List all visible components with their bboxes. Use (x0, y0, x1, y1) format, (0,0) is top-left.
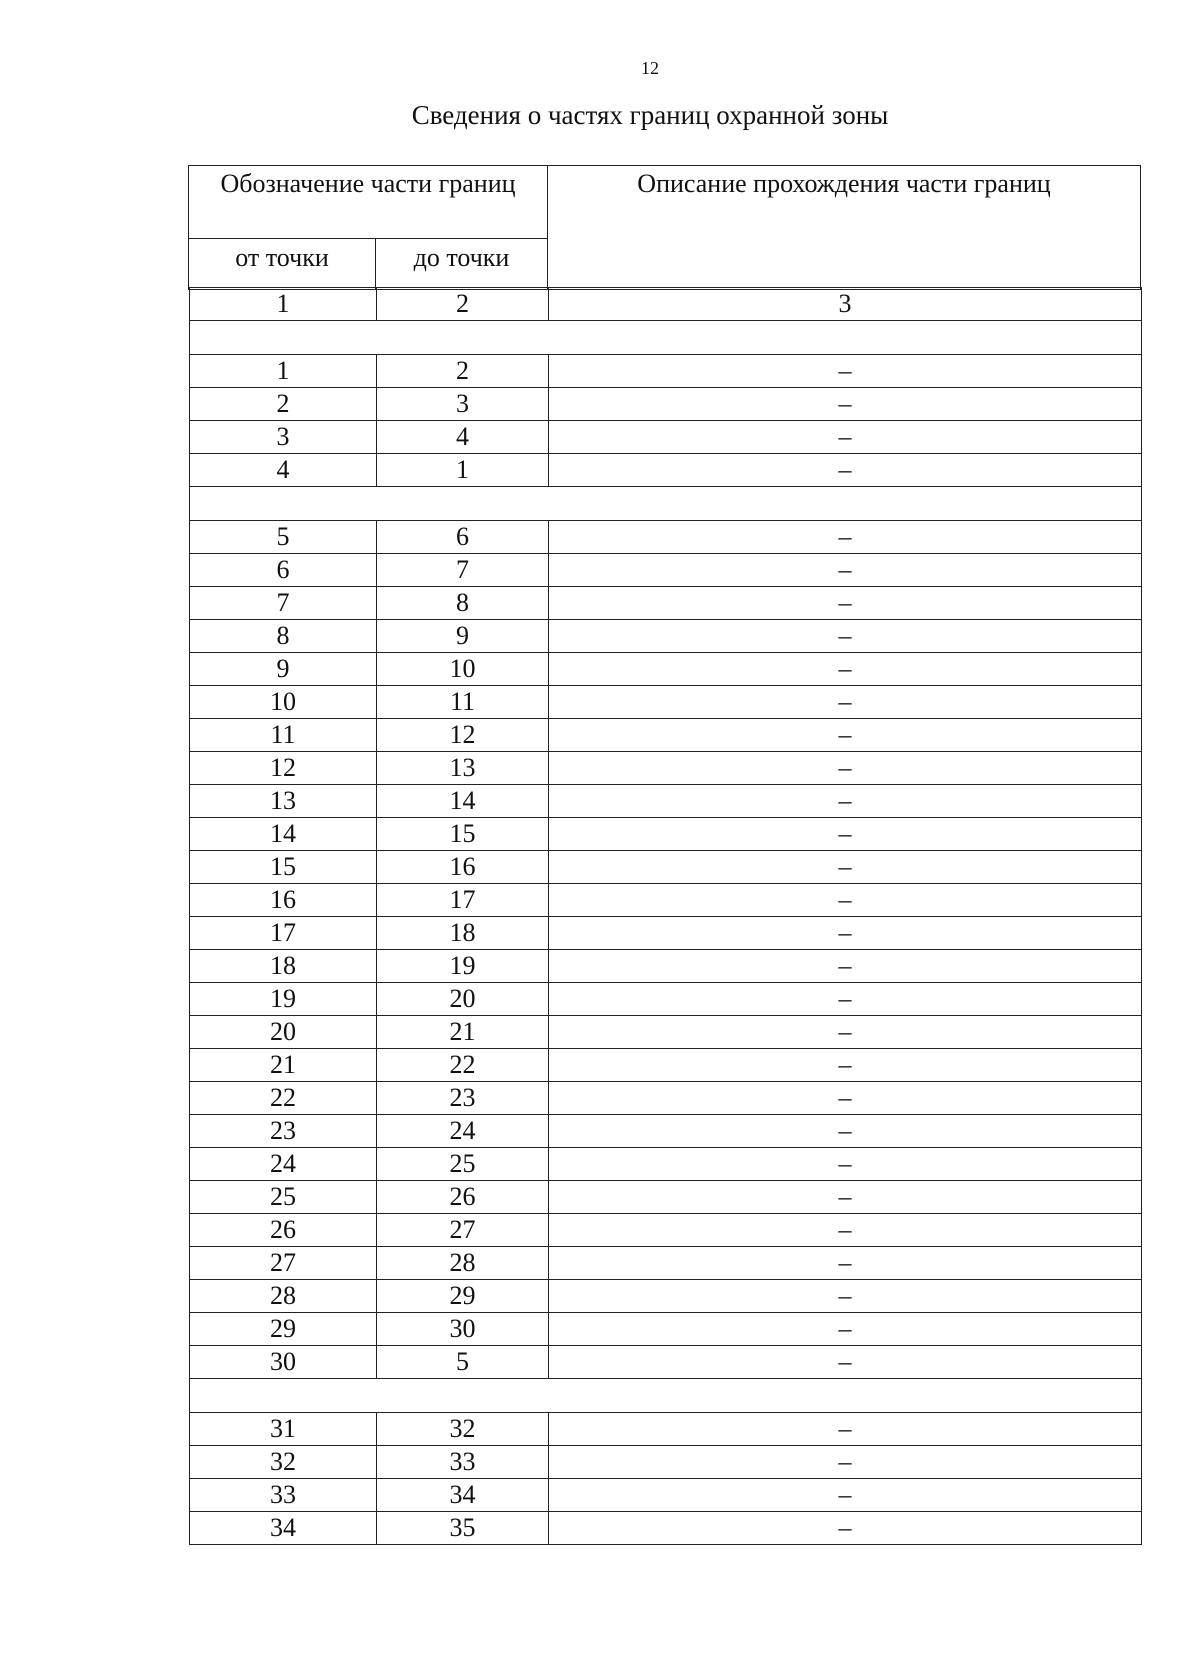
description-cell: – (549, 884, 1142, 917)
table-row (190, 1313, 1142, 1346)
to-point-cell: 6 (377, 521, 549, 554)
description-cell: – (549, 587, 1142, 620)
document-title: Сведения о частях границ охранной зоны (411, 100, 889, 130)
table-row (190, 1413, 1142, 1446)
from-point-cell: 2 (190, 388, 377, 421)
from-point-header: от точки (189, 239, 376, 290)
to-point-cell: 26 (377, 1181, 549, 1214)
boundary-table-header (188, 165, 1141, 290)
to-point-cell: 17 (377, 884, 549, 917)
description-cell: – (549, 1280, 1142, 1313)
description-cell: – (549, 1479, 1142, 1512)
description-cell: – (549, 1016, 1142, 1049)
table-row (190, 1148, 1142, 1181)
from-point-cell: 28 (190, 1280, 377, 1313)
to-point-cell: 19 (377, 950, 549, 983)
from-point-cell: 24 (190, 1148, 377, 1181)
description-cell: – (549, 752, 1142, 785)
description-cell: – (549, 686, 1142, 719)
to-point-cell: 4 (377, 421, 549, 454)
description-cell: – (549, 454, 1142, 487)
boundary-table-body (190, 288, 1142, 1545)
description-cell: – (549, 388, 1142, 421)
description-cell: – (549, 983, 1142, 1016)
description-cell: – (549, 950, 1142, 983)
description-cell: – (549, 653, 1142, 686)
from-point-cell: 25 (190, 1181, 377, 1214)
description-cell: – (549, 785, 1142, 818)
description-cell: – (549, 1181, 1142, 1214)
description-cell: – (549, 851, 1142, 884)
from-point-cell: 7 (190, 587, 377, 620)
table-row (190, 454, 1142, 487)
column-number: 2 (377, 288, 549, 321)
to-point-cell: 16 (377, 851, 549, 884)
from-point-cell: 9 (190, 653, 377, 686)
from-point-cell: 20 (190, 1016, 377, 1049)
from-point-cell: 21 (190, 1049, 377, 1082)
to-point-cell: 30 (377, 1313, 549, 1346)
description-cell: – (549, 1049, 1142, 1082)
table-row (190, 818, 1142, 851)
table-row (190, 554, 1142, 587)
to-point-cell: 35 (377, 1512, 549, 1545)
table-row (190, 1082, 1142, 1115)
to-point-cell: 9 (377, 620, 549, 653)
to-point-cell: 34 (377, 1479, 549, 1512)
to-point-cell: 21 (377, 1016, 549, 1049)
to-point-cell: 22 (377, 1049, 549, 1082)
column-number: 1 (190, 288, 377, 321)
section-label (190, 321, 1142, 355)
table-row (190, 917, 1142, 950)
from-point-cell: 6 (190, 554, 377, 587)
table-row (190, 1247, 1142, 1280)
page-number: 12 (641, 58, 659, 78)
from-point-cell: 8 (190, 620, 377, 653)
description-cell: – (549, 1148, 1142, 1181)
from-point-cell: 16 (190, 884, 377, 917)
section-label (190, 1379, 1142, 1413)
table-row (190, 355, 1142, 388)
from-point-cell: 34 (190, 1512, 377, 1545)
section-label (190, 487, 1142, 521)
from-point-cell: 4 (190, 454, 377, 487)
to-point-cell: 32 (377, 1413, 549, 1446)
table-row (190, 620, 1142, 653)
to-point-cell: 8 (377, 587, 549, 620)
to-point-header: до точки (376, 239, 548, 290)
table-row (190, 1214, 1142, 1247)
to-point-cell: 13 (377, 752, 549, 785)
column-number: 3 (549, 288, 1142, 321)
table-row (190, 752, 1142, 785)
from-point-cell: 27 (190, 1247, 377, 1280)
to-point-cell: 27 (377, 1214, 549, 1247)
from-point-cell: 5 (190, 521, 377, 554)
to-point-cell: 23 (377, 1082, 549, 1115)
table-row (190, 851, 1142, 884)
to-point-cell: 11 (377, 686, 549, 719)
to-point-cell: 25 (377, 1148, 549, 1181)
description-cell: – (549, 818, 1142, 851)
table-row (190, 686, 1142, 719)
to-point-cell: 28 (377, 1247, 549, 1280)
from-point-cell: 10 (190, 686, 377, 719)
description-cell: – (549, 355, 1142, 388)
to-point-cell: 12 (377, 719, 549, 752)
to-point-cell: 14 (377, 785, 549, 818)
description-cell: – (549, 421, 1142, 454)
to-point-cell: 7 (377, 554, 549, 587)
from-point-cell: 22 (190, 1082, 377, 1115)
table-row (190, 1181, 1142, 1214)
from-point-cell: 14 (190, 818, 377, 851)
table-row (190, 1049, 1142, 1082)
to-point-cell: 5 (377, 1346, 549, 1379)
from-point-cell: 12 (190, 752, 377, 785)
description-cell: – (549, 620, 1142, 653)
description-cell: – (549, 1313, 1142, 1346)
from-point-cell: 13 (190, 785, 377, 818)
table-row (190, 1016, 1142, 1049)
description-cell: – (549, 1413, 1142, 1446)
table-row (190, 421, 1142, 454)
table-row (190, 1280, 1142, 1313)
from-point-cell: 3 (190, 421, 377, 454)
table-row (190, 719, 1142, 752)
description-cell: – (549, 1346, 1142, 1379)
section-row (190, 1379, 1142, 1413)
description-cell: – (549, 719, 1142, 752)
from-point-cell: 32 (190, 1446, 377, 1479)
to-point-cell: 29 (377, 1280, 549, 1313)
description-cell: – (549, 1082, 1142, 1115)
from-point-cell: 18 (190, 950, 377, 983)
from-point-cell: 23 (190, 1115, 377, 1148)
table-row (190, 785, 1142, 818)
table-row (190, 1446, 1142, 1479)
table-row (190, 950, 1142, 983)
from-point-cell: 19 (190, 983, 377, 1016)
table-row (190, 983, 1142, 1016)
table-row (190, 1115, 1142, 1148)
table-row (190, 388, 1142, 421)
description-cell: – (549, 1247, 1142, 1280)
from-point-cell: 26 (190, 1214, 377, 1247)
description-cell: – (549, 1512, 1142, 1545)
table-row (190, 587, 1142, 620)
description-cell: – (549, 1115, 1142, 1148)
table-row (190, 653, 1142, 686)
designation-header: Обозначение части границ (189, 166, 548, 239)
description-cell: – (549, 521, 1142, 554)
to-point-cell: 20 (377, 983, 549, 1016)
to-point-cell: 3 (377, 388, 549, 421)
description-cell: – (549, 554, 1142, 587)
from-point-cell: 30 (190, 1346, 377, 1379)
table-row (190, 884, 1142, 917)
from-point-cell: 1 (190, 355, 377, 388)
from-point-cell: 17 (190, 917, 377, 950)
to-point-cell: 10 (377, 653, 549, 686)
from-point-cell: 33 (190, 1479, 377, 1512)
to-point-cell: 33 (377, 1446, 549, 1479)
to-point-cell: 2 (377, 355, 549, 388)
description-cell: – (549, 917, 1142, 950)
section-row (190, 321, 1142, 355)
description-cell: – (549, 1446, 1142, 1479)
boundary-table (189, 287, 1142, 1545)
table-row (190, 521, 1142, 554)
to-point-cell: 15 (377, 818, 549, 851)
from-point-cell: 31 (190, 1413, 377, 1446)
table-row (190, 1512, 1142, 1545)
description-cell: – (549, 1214, 1142, 1247)
from-point-cell: 15 (190, 851, 377, 884)
description-header: Описание прохождения части границ (548, 166, 1141, 290)
section-row (190, 487, 1142, 521)
table-row (190, 1479, 1142, 1512)
to-point-cell: 24 (377, 1115, 549, 1148)
table-row (190, 1346, 1142, 1379)
from-point-cell: 29 (190, 1313, 377, 1346)
to-point-cell: 1 (377, 454, 549, 487)
column-number-row (190, 288, 1142, 321)
to-point-cell: 18 (377, 917, 549, 950)
from-point-cell: 11 (190, 719, 377, 752)
